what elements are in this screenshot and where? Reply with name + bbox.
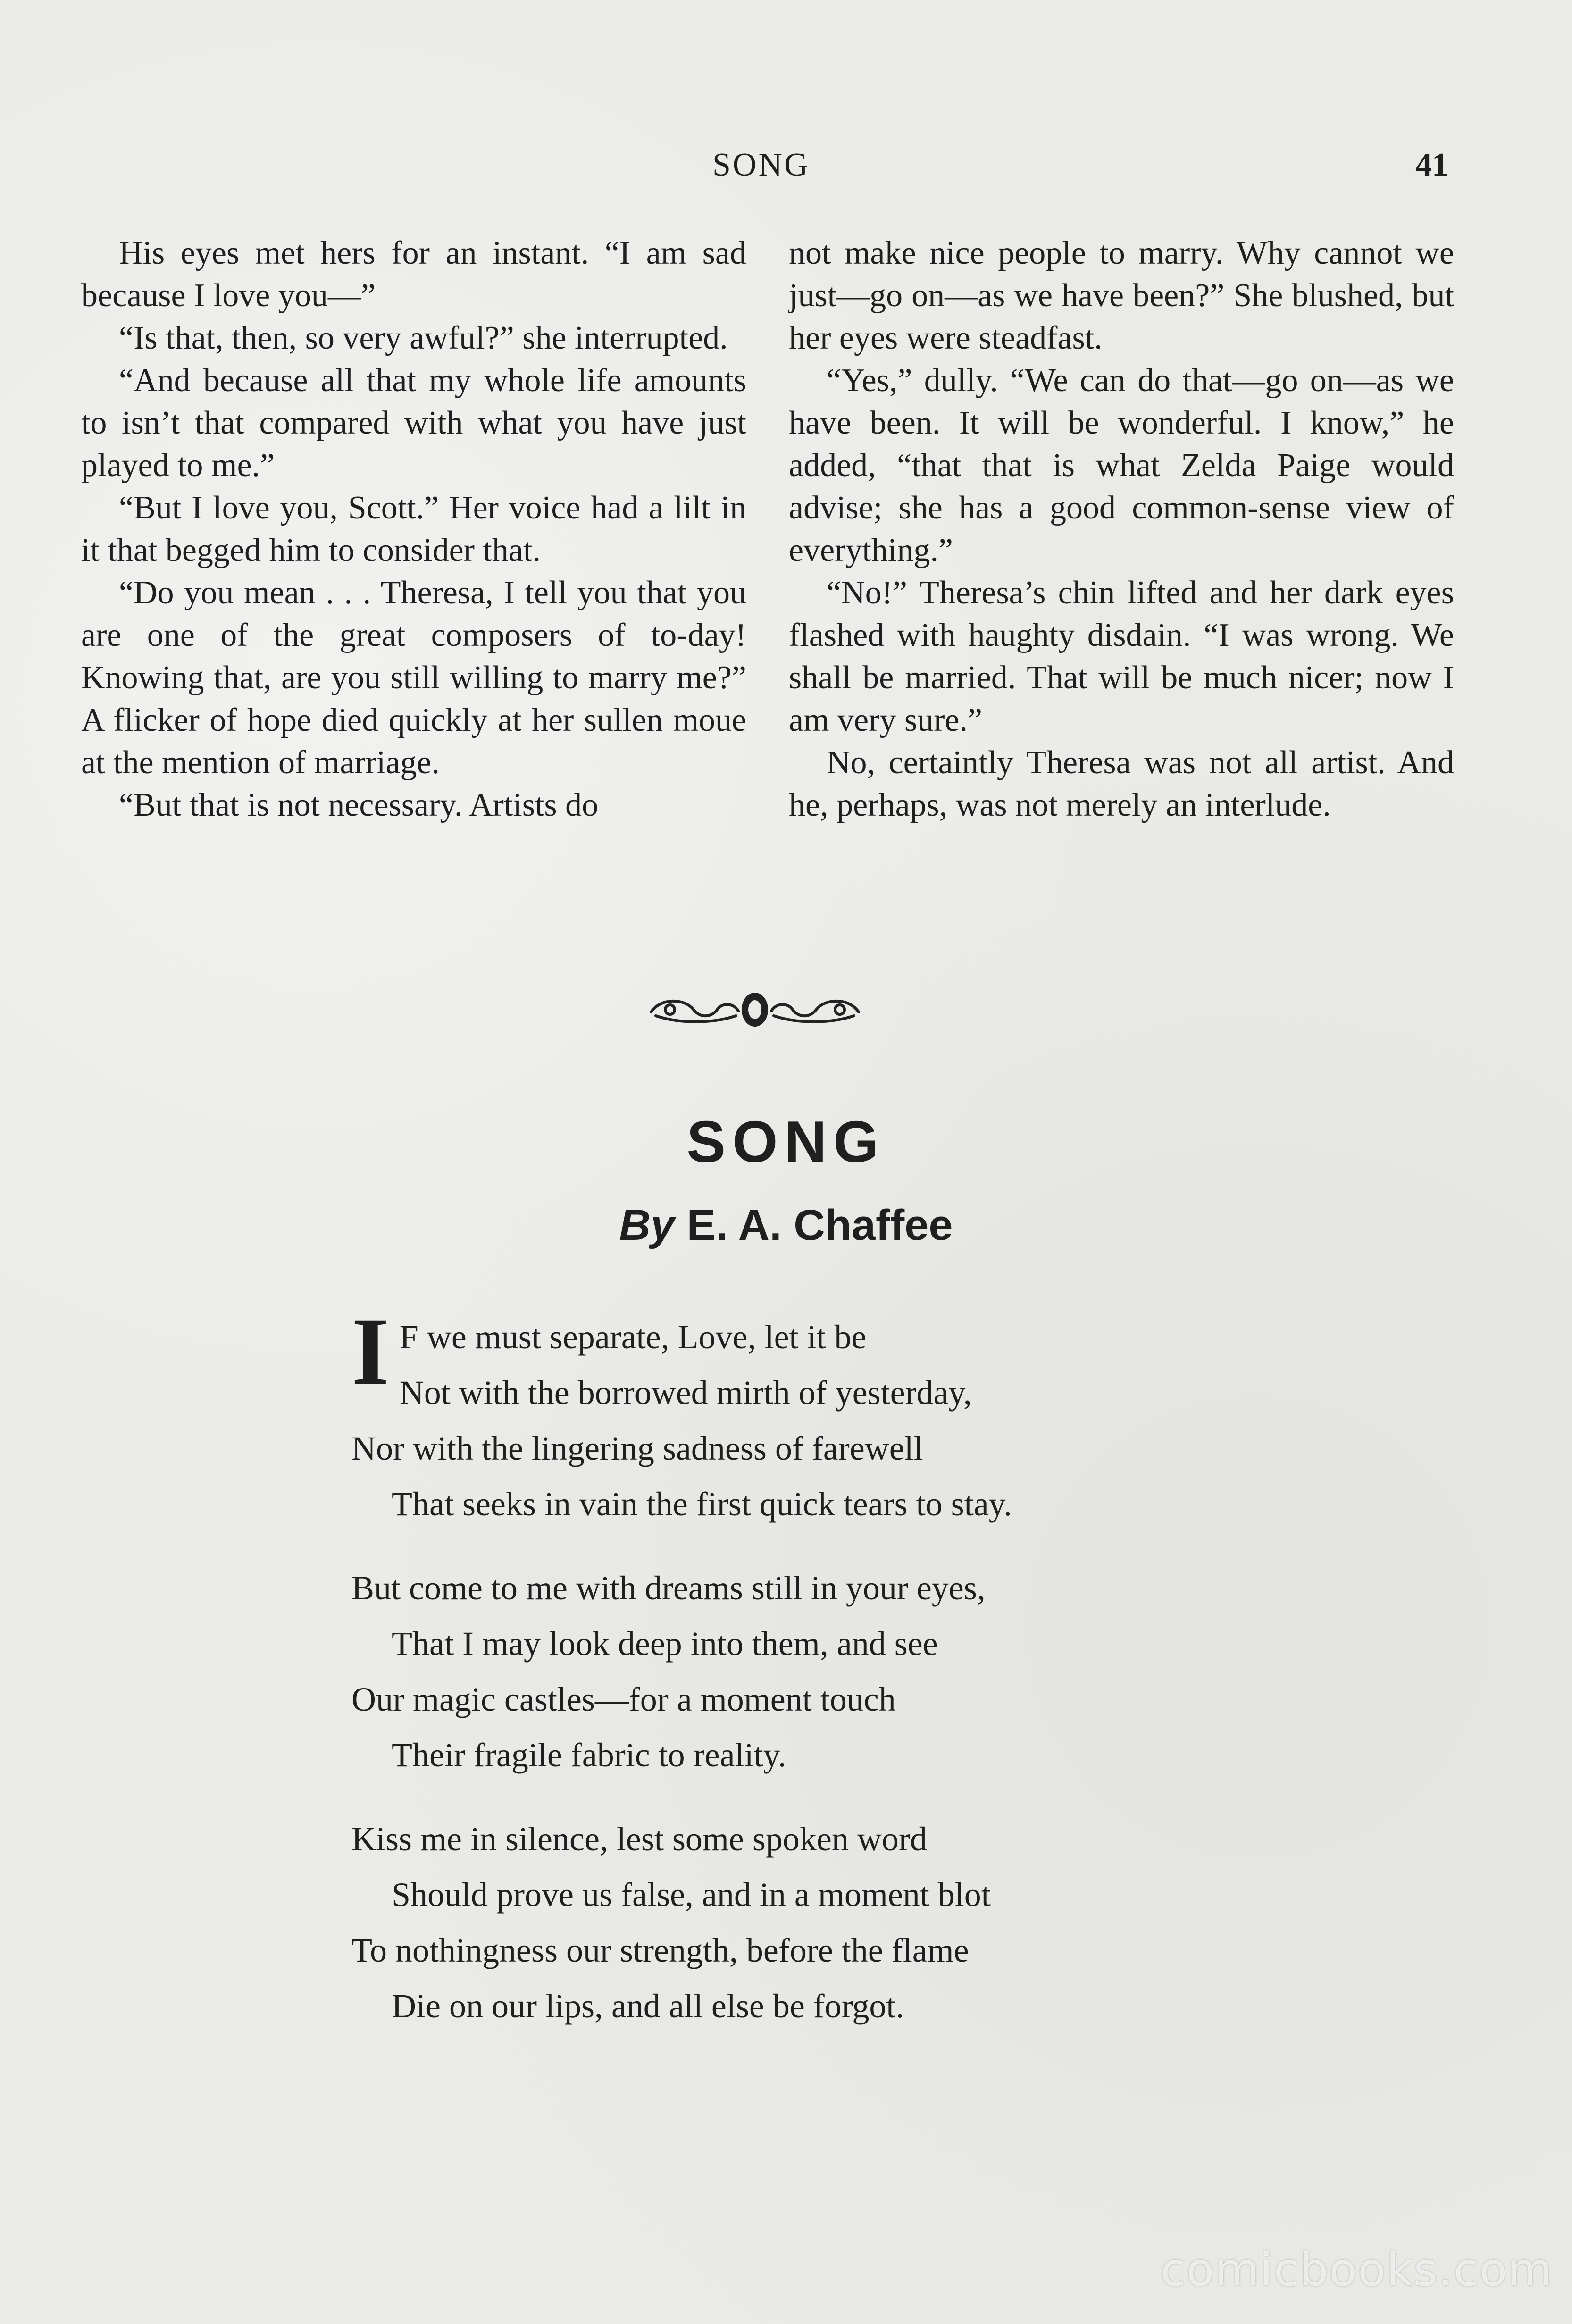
story-column-left	[81, 232, 746, 827]
story-paragraph: “But that is not necessary. Artists do	[119, 787, 599, 823]
poem-line: Our magic castles—for a moment touch	[351, 1680, 896, 1718]
poem-stanza-3	[351, 1811, 1248, 2034]
poem-line: Nor with the lingering sadness of farewell	[351, 1430, 923, 1467]
poem-stanza-1	[351, 1298, 1248, 1532]
story-paragraph: No, certaintly Theresa was not all artist. And he, perhaps, was not merely an interlude.	[789, 744, 1454, 823]
poem-author: E. A. Chaffee	[686, 1201, 953, 1249]
story-paragraph: “Is that, then, so very awful?” she interrupted.	[119, 320, 728, 356]
scroll-ornament-icon	[642, 988, 868, 1031]
story-paragraph: “Do you mean . . . Theresa, I tell you that you are one of the great composers of to-day! Knowing that, are you still willing to marry me?” A flicker of hope died quickly at her sullen moue at the mention of marriage.	[81, 575, 746, 781]
running-title: SONG	[712, 147, 810, 183]
poem-line: To nothingness our strength, before the flame	[351, 1931, 969, 1969]
poem-line: But come to me with dreams still in your eyes,	[351, 1569, 986, 1607]
story-paragraph: “And because all that my whole life amounts to isn’t that compared with what you have just played to me.”	[81, 362, 746, 484]
drop-cap: I	[351, 1298, 389, 1405]
poem-line: Should prove us false, and in a moment blot	[392, 1876, 991, 1914]
story-paragraph: “No!” Theresa’s chin lifted and her dark eyes flashed with haughty disdain. “I was wrong. We shall be married. That will be much nicer; now I am very sure.”	[789, 575, 1454, 738]
poem-title: SONG	[686, 1110, 886, 1175]
story-paragraph-continued: not make nice people to marry. Why cannot we just—go on—as we have been?” She blushed, but her eyes were steadfast.	[789, 235, 1454, 356]
site-watermark: comicbooks.com	[1161, 2243, 1554, 2296]
poem-line: F we must separate, Love, let it be	[399, 1318, 867, 1356]
poem-line: Kiss me in silence, lest some spoken word	[351, 1820, 927, 1858]
story-paragraph: His eyes met hers for an instant. “I am sad because I love you—”	[81, 235, 746, 314]
story-column-right	[789, 232, 1454, 827]
poem-body	[351, 1298, 1248, 2062]
poem-line: Die on our lips, and all else be forgot.	[392, 1987, 904, 2025]
story-paragraph: “But I love you, Scott.” Her voice had a lilt in it that begged him to consider that.	[81, 490, 746, 568]
byline-prefix: By	[619, 1201, 675, 1249]
poem-line: That I may look deep into them, and see	[392, 1625, 938, 1663]
poem-line: Not with the borrowed mirth of yesterday,	[399, 1374, 972, 1412]
poem-stanza-2	[351, 1560, 1248, 1783]
story-paragraph: “Yes,” dully. “We can do that—go on—as we have been. It will be wonderful. I know,” he added, “that that is what Zelda Paige would advise; she has a good common-sense view of everything.”	[789, 362, 1454, 568]
poem-line: That seeks in vain the first quick tears to stay.	[392, 1485, 1012, 1523]
poem-byline	[0, 1201, 1572, 1250]
page-number: 41	[1415, 147, 1448, 183]
poem-line: Their fragile fabric to reality.	[392, 1736, 786, 1774]
